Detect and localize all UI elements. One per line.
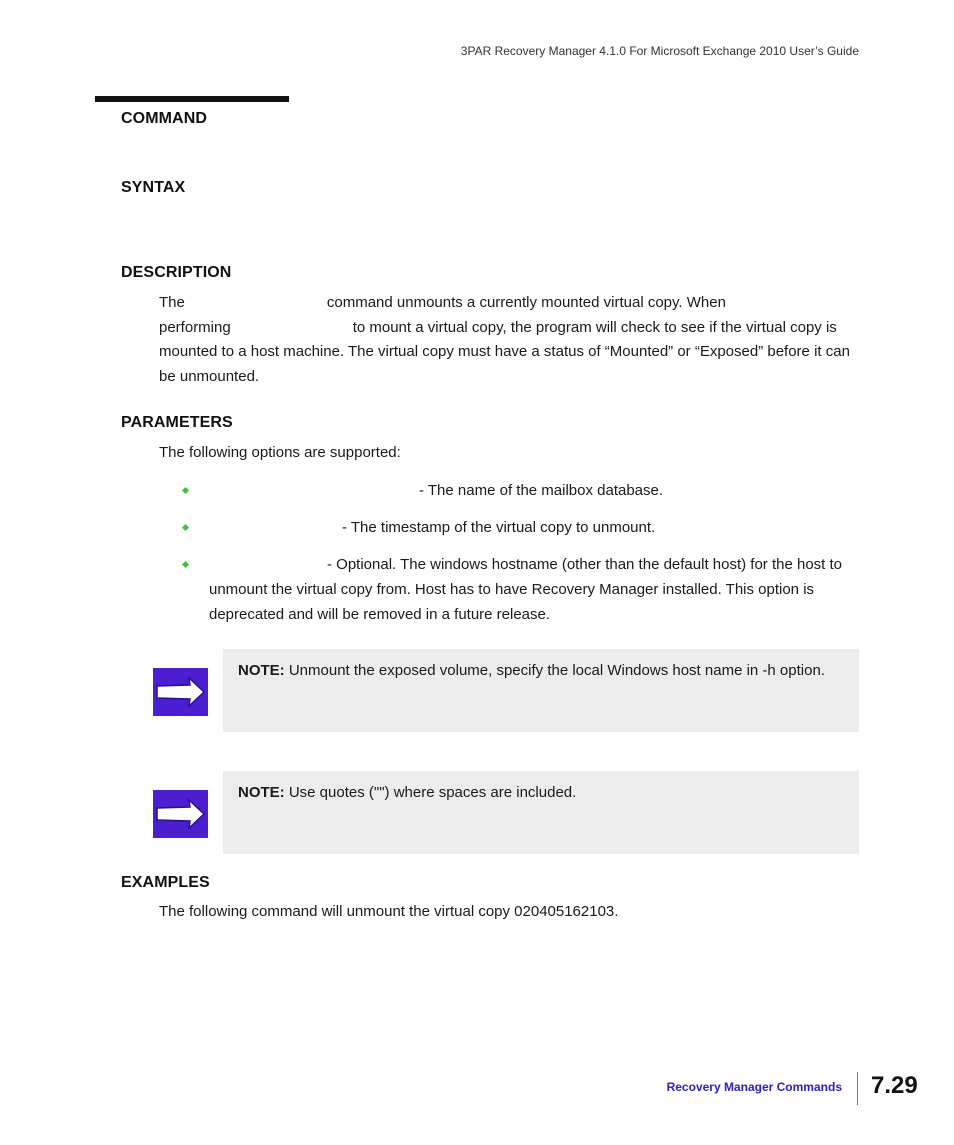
- footer-divider: [857, 1072, 858, 1105]
- note-box: [223, 649, 859, 732]
- heading-command: COMMAND: [121, 110, 208, 127]
- heading-syntax: SYNTAX: [121, 179, 186, 196]
- heading-examples: EXAMPLES: [121, 874, 210, 891]
- note-text: NOTE: Unmount the exposed volume, specify the local Windows host name in -h option.: [238, 662, 825, 679]
- note-text: NOTE: Use quotes ("") where spaces are included.: [238, 784, 577, 801]
- parameter-item: - The timestamp of the virtual copy to unmount.: [183, 515, 859, 540]
- heading-description: DESCRIPTION: [121, 264, 232, 281]
- footer-section-title: Recovery Manager Commands: [666, 1080, 842, 1094]
- parameter-item: - Optional. The windows hostname (other than the default host) for the host to unmount the virtual copy from. Host has to have Recovery Manager installed. This option is deprecated and will be removed in a future release.: [183, 552, 859, 627]
- description-paragraph: The command unmounts a currently mounted virtual copy. When performing to mount a virtual copy, the program will check to see if the virtual copy is mounted to a host machine. The virtual copy must have a status of “Mounted” or “Exposed” before it can be unmounted.: [159, 294, 850, 385]
- note-box: [223, 771, 859, 854]
- section-rule: [95, 96, 289, 102]
- running-header: 3PAR Recovery Manager 4.1.0 For Microsoft Exchange 2010 User’s Guide: [460, 44, 859, 58]
- parameter-item: - The name of the mailbox database.: [183, 478, 859, 503]
- heading-parameters: PARAMETERS: [121, 414, 233, 431]
- examples-intro: The following command will unmount the virtual copy 020405162103.: [159, 903, 619, 920]
- parameters-intro: The following options are supported:: [159, 444, 401, 461]
- right-arrow-icon: [153, 790, 208, 838]
- page-number: 7.29: [871, 1072, 918, 1099]
- right-arrow-icon: [153, 668, 208, 716]
